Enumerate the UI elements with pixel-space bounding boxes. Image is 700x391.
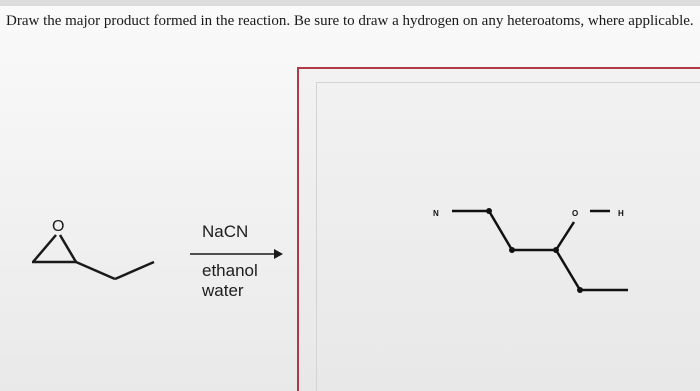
top-rule xyxy=(0,0,700,6)
right-arrow-icon xyxy=(188,246,284,262)
answer-canvas-inner[interactable] xyxy=(316,82,700,391)
product-hydrogen-label: H xyxy=(618,209,624,218)
question-text: Draw the major product formed in the reaction. Be sure to draw a hydrogen on any heteroatoms, where applicable. xyxy=(6,13,694,29)
product-nitrogen-label: N xyxy=(433,209,439,218)
product-oxygen-label: O xyxy=(572,209,579,218)
answer-drawing-canvas[interactable] xyxy=(297,67,700,391)
reactant-oxygen-label: O xyxy=(52,218,65,235)
reagent-ethanol: ethanol xyxy=(202,261,258,280)
reagent-nacn: NaCN xyxy=(202,222,249,241)
reagent-water: water xyxy=(202,281,244,300)
reactant-structure xyxy=(20,200,170,300)
